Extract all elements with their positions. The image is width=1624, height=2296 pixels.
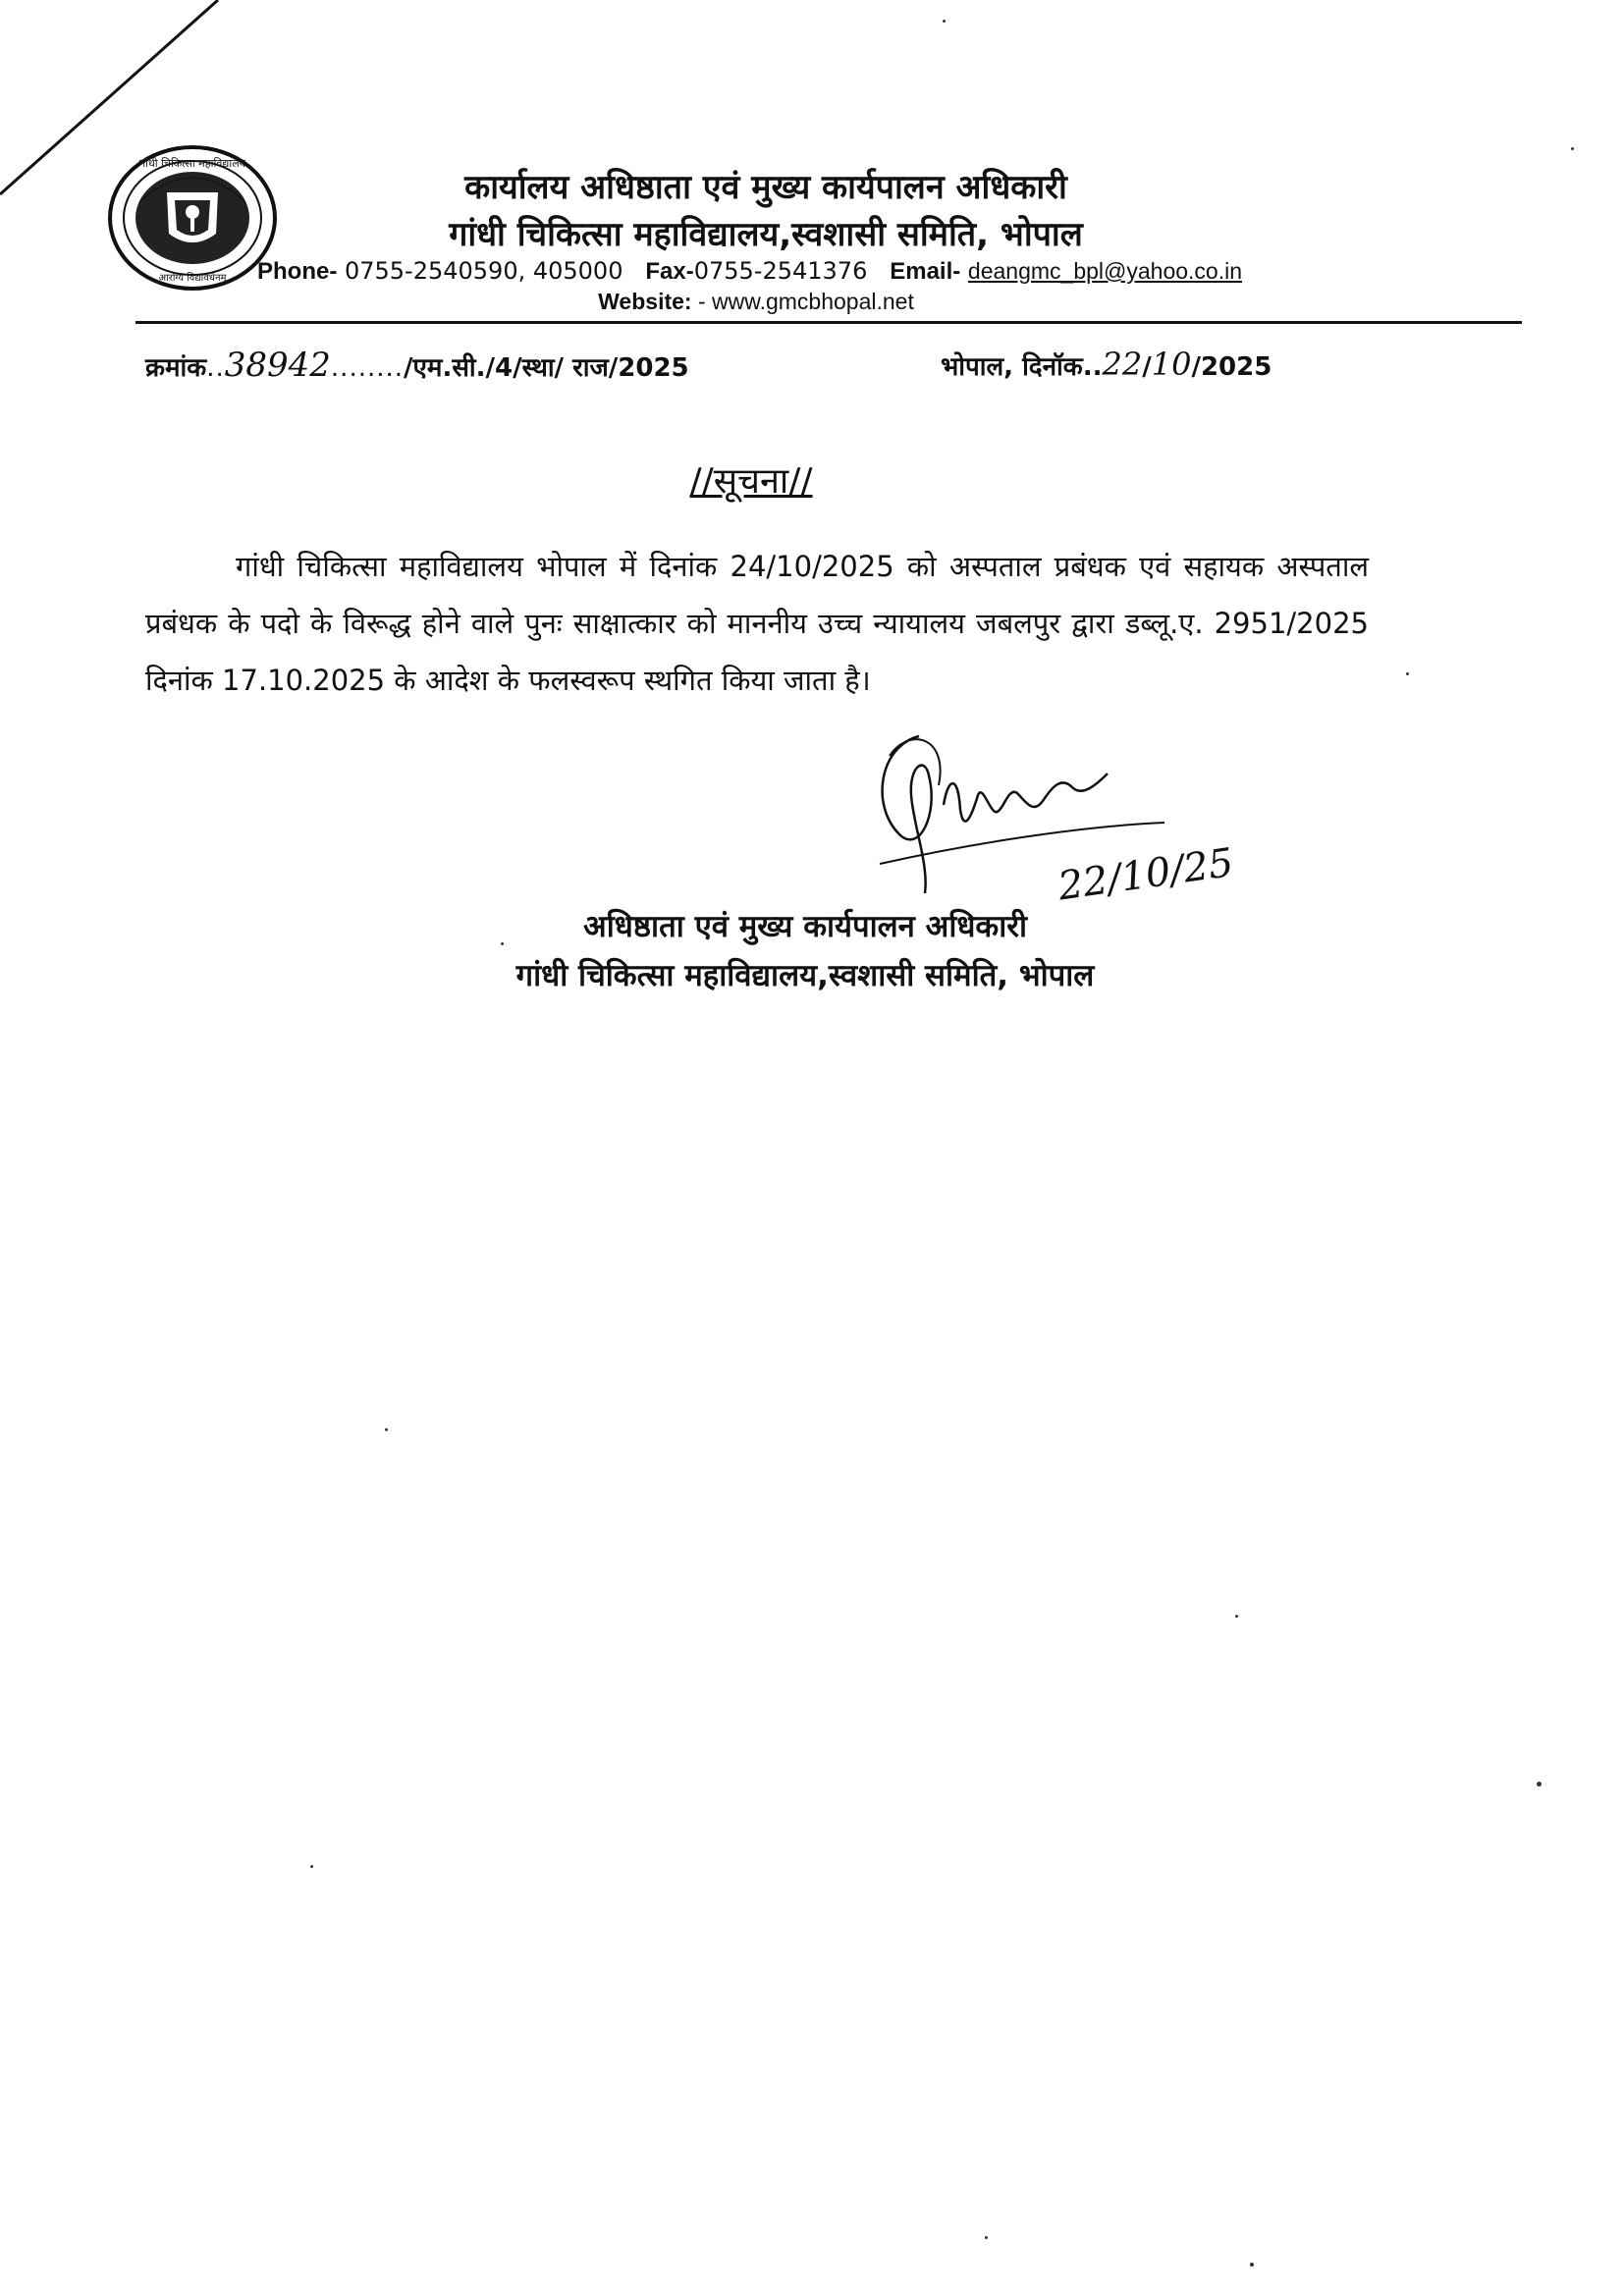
date-place-label: भोपाल, दिनॉक (941, 352, 1083, 382)
website-line (0, 289, 1512, 315)
email-link[interactable]: deangmc_bpl@yahoo.co.in (967, 258, 1242, 284)
scan-speck (1250, 2263, 1254, 2267)
fax-label: Fax- (645, 258, 694, 285)
svg-text:गांधी चिकित्सा महाविद्यालय: गांधी चिकित्सा महाविद्यालय (138, 157, 246, 170)
phone-value: 0755-2540590, 405000 (344, 257, 623, 285)
website-label: Website: (598, 289, 692, 314)
scan-speck (1235, 1615, 1238, 1618)
fax-value: 0755-2541376 (693, 257, 868, 285)
scan-speck (385, 1428, 388, 1431)
scan-speck (310, 1865, 313, 1868)
date-year: /2025 (1191, 352, 1272, 382)
date-dots: .. (1082, 352, 1103, 382)
scan-speck (985, 2236, 988, 2239)
scan-speck (1571, 147, 1574, 150)
scan-speck (943, 20, 946, 23)
handwritten-signature (850, 717, 1282, 913)
reference-suffix: /एम.सी./4/स्था/ राज/2025 (404, 353, 689, 383)
college-title: गांधी चिकित्सा महाविद्यालय,स्वशासी समिति, भोपाल (449, 215, 1083, 254)
reference-handwritten-number: 38942 (224, 346, 331, 385)
scan-speck (501, 942, 504, 945)
signatory-designation: अधिष्ठाता एवं मुख्य कार्यपालन अधिकारी (583, 909, 1027, 944)
header-divider (135, 321, 1522, 324)
date-month-handwritten: 10 (1151, 346, 1192, 383)
scan-speck (1537, 1782, 1542, 1787)
phone-label: Phone- (257, 258, 338, 285)
reference-dots-after: ........ (330, 353, 405, 383)
date-sep: / (1142, 352, 1152, 382)
office-title: कार्यालय अधिष्ठाता एवं मुख्य कार्यपालन अधिकारी (464, 168, 1067, 207)
scan-speck (1406, 672, 1409, 675)
email-label: Email- (890, 258, 961, 285)
notice-heading: //सूचना// (689, 461, 813, 502)
reference-label: क्रमांक (145, 353, 207, 383)
issue-date (941, 346, 1272, 383)
reference-dots: .. (206, 353, 225, 383)
date-day-handwritten: 22 (1102, 346, 1143, 383)
contact-line (257, 257, 1242, 286)
svg-text:आरोग्य विद्यावर्धनम्: आरोग्य विद्यावर्धनम् (158, 273, 227, 284)
signatory-institution: गांधी चिकित्सा महाविद्यालय,स्वशासी समिति, भोपाल (515, 958, 1095, 993)
reference-number (145, 346, 689, 385)
notice-body: गांधी चिकित्सा महाविद्यालय भोपाल में दिनांक 24/10/2025 को अस्पताल प्रबंधक एवं सहायक अस्पताल प्रबंधक के पदो के विरूद्ध होने वाले पुनः साक्षात्कार को माननीय उच्च न्यायालय जबलपुर द्वारा डब्लू.ए. 2951/2025 दिनांक 17.10.2025 के आदेश के फलस्वरूप स्थगित किया जाता है। (145, 550, 1369, 697)
website-value[interactable]: - www.gmcbhopal.net (697, 289, 914, 314)
signature-date: 22/10/25 (1055, 839, 1237, 910)
